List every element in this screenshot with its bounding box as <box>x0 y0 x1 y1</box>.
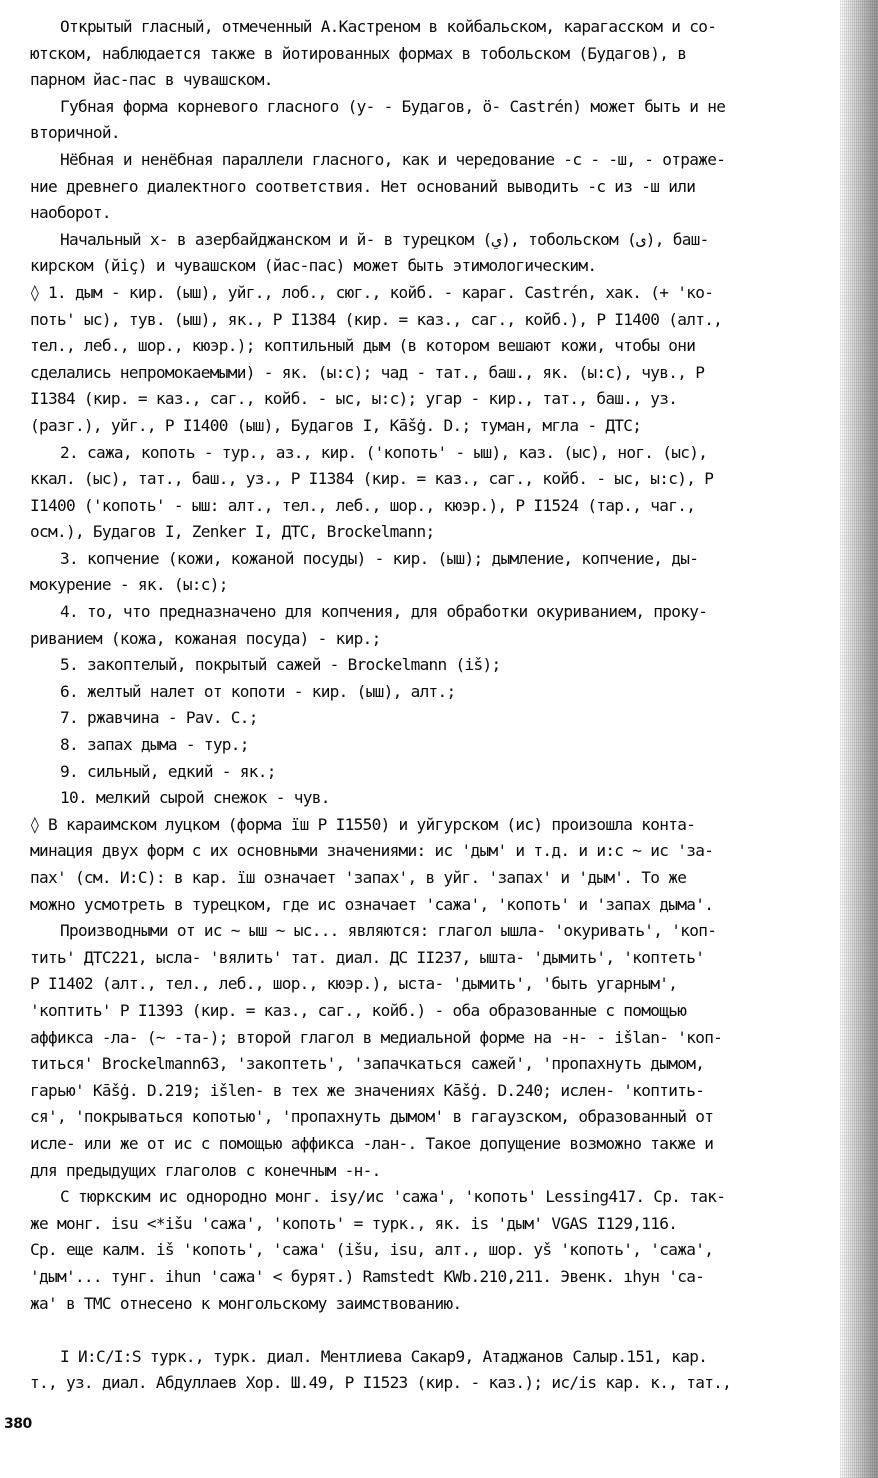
text-line: I И:С/I:S турк., турк. диал. Ментлиева Сакар9, Атаджанов Салыр.151, кар. <box>60 1346 708 1366</box>
text-line: пах' (см. И:С): в кар. ïш означает 'запах', в уйг. 'запах' и 'дым'. То же <box>30 868 687 887</box>
text-line: Ср. еще калм. iš 'копоть', 'сажа' (išu, isu, алт., шор. уš 'копоть', 'сажа', <box>30 1240 714 1260</box>
text-line: наоборот. <box>30 203 111 223</box>
text-line: тел., леб., шор., кюэр.); коптильный дым (в котором вешают кожи, чтобы они <box>30 336 696 356</box>
text-line <box>30 1317 842 1344</box>
text-line: гарью' Kāšġ. D.219; išlen- в тех же значениях Kāšġ. D.240; ислен- 'коптить- <box>30 1080 705 1100</box>
text-line: мокурение - як. (ы:с); <box>30 575 228 595</box>
text-line: для предыдущих глаголов с конечным -н-. <box>30 1160 381 1180</box>
text-line: 8. запах дыма - тур.; <box>60 735 249 755</box>
text-line: парном йас-пас в чувашском. <box>30 70 273 90</box>
text-line: 4. то, что предназначено для копчения, для обработки окуриванием, проку- <box>60 602 708 622</box>
text-line: Р I1402 (алт., тел., леб., шор., кюэр.), ыста- 'дымить', 'быть угарным', <box>30 974 678 994</box>
text-line: 2. сажа, копоть - тур., аз., кир. ('копоть' - ыш), каз. (ыс), ног. (ыс), <box>60 442 708 462</box>
text-line: 9. сильный, едкий - як.; <box>60 761 276 781</box>
text-line: С тюркским ис однородно монг. isy/ис 'сажа', 'копоть' Lessing417. Ср. так- <box>60 1187 726 1207</box>
text-line: жа' в ТМС отнесено к монгольскому заимствованию. <box>30 1293 462 1313</box>
text-line: ние древнего диалектного соответствия. Нет оснований выводить -с из -ш или <box>30 176 696 196</box>
text-line: Открытый гласный, отмеченный А.Кастреном в койбальском, карагасском и со- <box>60 17 717 36</box>
text-line: титься' Brockelmann63, 'закоптеть', 'запачкаться сажей', 'пропахнуть дымом, <box>30 1054 705 1074</box>
text-line: (разг.), уйг., Р I1400 (ыш), Будагов I, Kāšġ. D.; туман, мгла - ДТС; <box>30 415 642 435</box>
text-line: исле- или же от ис с помощью аффикса -лан-. Такое допущение возможно также и <box>30 1133 714 1153</box>
text-line: минация двух форм с их основными значениями: ис 'дым' и т.д. и и:с ~ ис 'за- <box>30 841 714 861</box>
text-line: т., уз. диал. Абдуллаев Хор. Ш.49, Р I1523 (кир. - каз.); ис/is кар. к., тат., <box>30 1373 732 1393</box>
text-line: ◊ 1. дым - кир. (ыш), уйг., лоб., сюг., койб. - караг. Castrén, хак. (+ 'ко- <box>30 282 714 302</box>
text-line: риванием (кожа, кожаная посуда) - кир.; <box>30 628 381 648</box>
text-line: 7. ржавчина - Pav. C.; <box>60 708 258 728</box>
text-line: вторичной. <box>30 123 120 143</box>
text-line: ютском, наблюдается также в йотированных формах в тобольском (Будагов), в <box>30 43 687 63</box>
text-line: I1384 (кир. = каз., саг., койб. - ыс, ы:с); угар - кир., тат., баш., уз. <box>30 389 678 409</box>
text-line: аффикса -ла- (~ -та-); второй глагол в медиальной форме на -н- - išlan- 'коп- <box>30 1027 723 1047</box>
text-line: 10. мелкий сырой снежок - чув. <box>60 788 330 808</box>
text-line: 'коптить' Р I1393 (кир. = каз., саг., койб.) - оба образованные с помощью <box>30 1000 687 1020</box>
text-line: ◊ В караимском луцком (форма ïш Р I1550) и уйгурском (ис) произошла конта- <box>30 814 696 834</box>
text-line: ся', 'покрываться копотью', 'пропахнуть дымом' в гагаузском, образованный от <box>30 1107 714 1127</box>
text-line: ккал. (ыс), тат., баш., уз., Р I1384 (кир. = каз., саг., койб. - ыс, ы:с), Р <box>30 469 714 489</box>
text-line: 6. желтый налет от копоти - кир. (ыш), алт.; <box>60 681 456 701</box>
text-line: кирском (йіç) и чувашском (йас-пас) может быть этимологическим. <box>30 256 597 276</box>
page-body-text <box>30 14 842 1397</box>
text-line: сделались непромокаемыми) - як. (ы:с); чад - тат., баш., як. (ы:с), чув., Р <box>30 362 705 382</box>
text-line: Губная форма корневого гласного (у- - Будагов, ö- Castrén) может быть и не <box>60 96 726 116</box>
text-line: Нёбная и ненёбная параллели гласного, как и чередование -с - -ш, - отраже- <box>60 149 726 169</box>
page-number: 380 <box>4 1416 32 1432</box>
text-line: осм.), Будагов I, Zenker I, ДТС, Brockelmann; <box>30 522 435 542</box>
text-line: 3. копчение (кожи, кожаной посуды) - кир. (ыш); дымление, копчение, ды- <box>60 548 699 568</box>
text-line: же монг. isu <*išu 'сажа', 'копоть' = турк., як. is 'дым' VGAS I129,116. <box>30 1213 678 1233</box>
text-line: 'дым'... тунг. ihun 'сажа' < бурят.) Ramstedt KWb.210,211. Эвенк. ıһун 'са- <box>30 1266 705 1286</box>
text-line: I1400 ('копоть' - ыш: алт., тел., леб., шор., кюэр.), Р I1524 (тар., чаг., <box>30 495 696 515</box>
text-line: Начальный х- в азербайджанском и й- в турецком (ي), тобольском (ی), баш- <box>60 229 709 249</box>
text-line: тить' ДТС221, ысла- 'вялить' тат. диал. ДС II237, ышта- 'дымить', 'коптеть' <box>30 947 705 967</box>
scan-edge-shadow <box>840 0 878 1478</box>
text-line: 5. закоптелый, покрытый сажей - Brockelmann (iš); <box>60 655 501 675</box>
text-line: можно усмотреть в турецком, где ис означает 'сажа', 'копоть' и 'запах дыма'. <box>30 894 714 914</box>
text-line: поть' ыс), тув. (ыш), як., Р I1384 (кир. = каз., саг., койб.), Р I1400 (алт., <box>30 309 723 329</box>
text-line: Производными от ис ~ ыш ~ ыс... являются: глагол ышла- 'окуривать', 'коп- <box>60 921 717 941</box>
